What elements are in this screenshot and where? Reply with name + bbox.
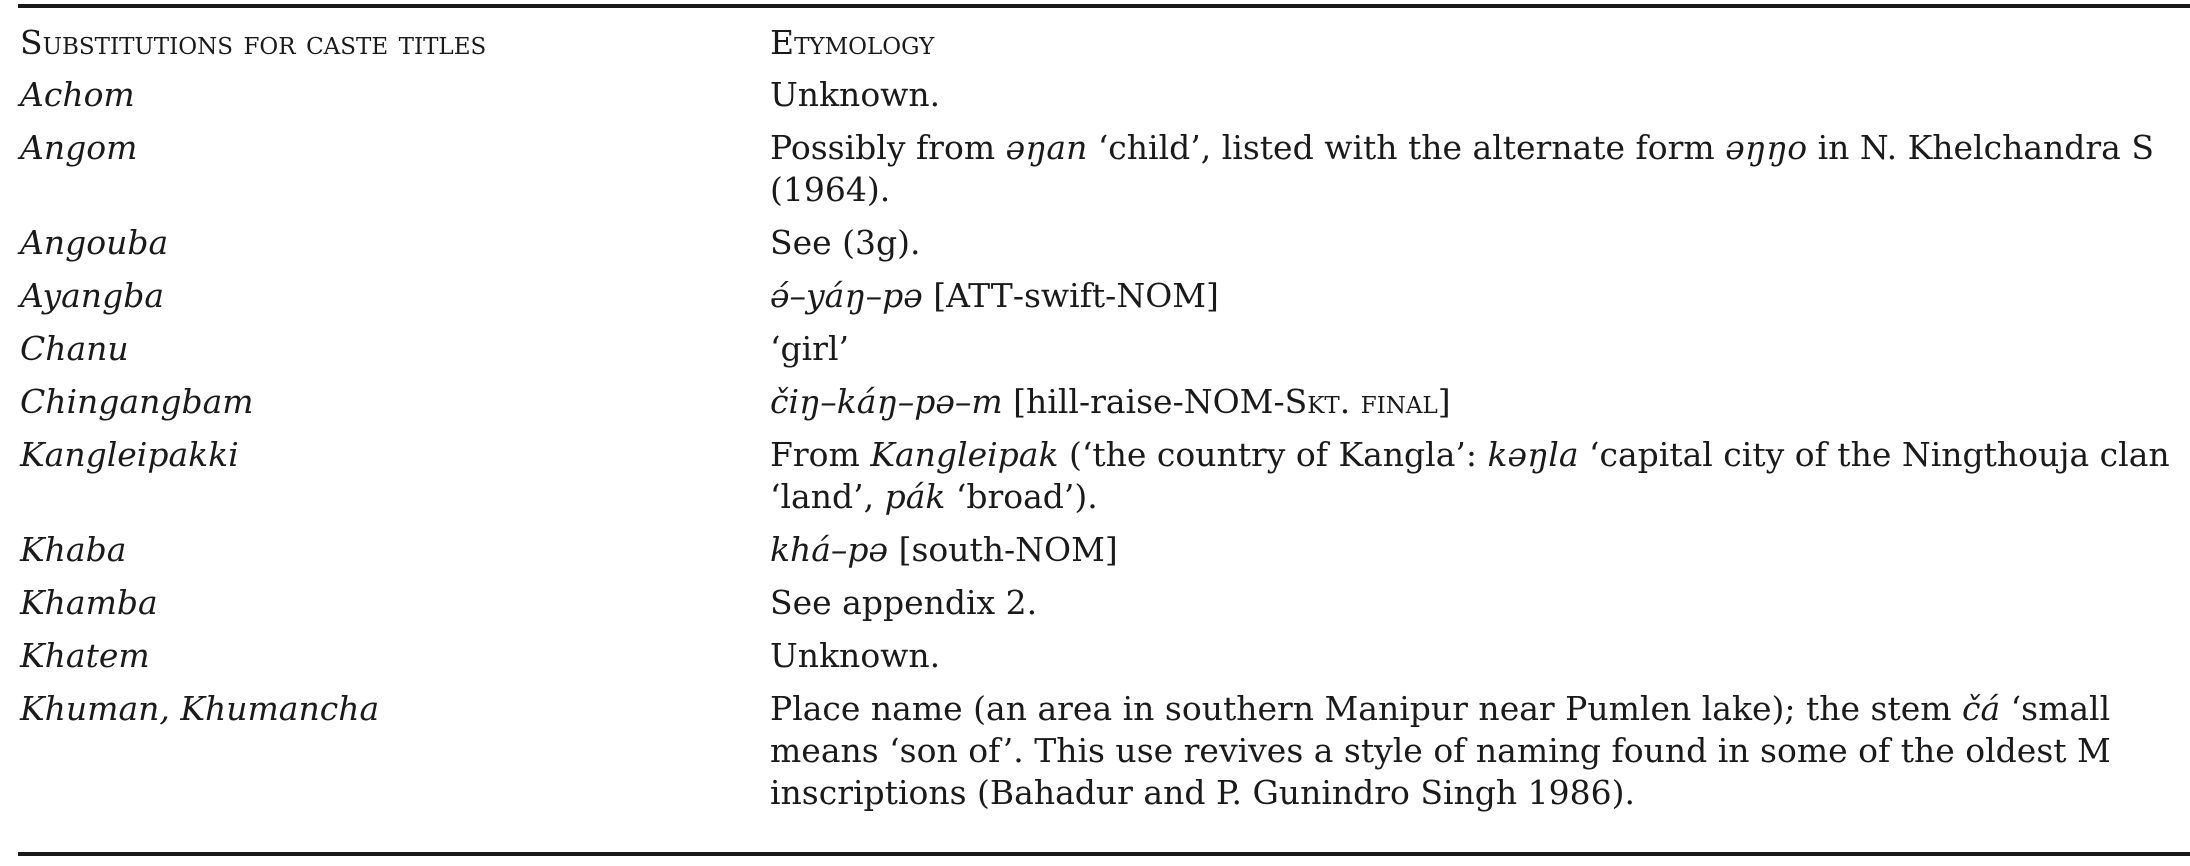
row-etymology: See appendix 2. (770, 583, 1038, 622)
row-title: Chingangbam (20, 382, 254, 421)
row-etymology: ə́–yáŋ–pə [ATT-swift-NOM] (770, 276, 1219, 315)
row-etymology: khá–pə [south-NOM] (770, 530, 1118, 569)
table-row (20, 222, 2190, 275)
etym-line: ‘land’, pák ‘broad’). (770, 477, 1098, 516)
etym-line: Possibly from əŋan ‘child’, listed with the alternate form əŋŋo in N. Khelchandra S (770, 128, 2154, 167)
table-row (20, 688, 2190, 825)
top-rule (18, 4, 2190, 8)
table-row (20, 127, 2190, 222)
table-row (20, 328, 2190, 381)
table-header-row (20, 22, 2190, 74)
row-title: Angouba (20, 223, 169, 262)
gloss-abbr: NOM (1183, 382, 1274, 421)
etymology-table (20, 22, 2190, 825)
gloss-abbr: NOM (1116, 276, 1207, 315)
gloss-abbr: NOM (1015, 530, 1105, 569)
row-etymology: čiŋ–káŋ–pə–m [hill-raise-NOM-Skt. final] (770, 382, 1451, 421)
table-row (20, 381, 2190, 434)
row-title: Khamba (20, 583, 158, 622)
etym-line: means ‘son of’. This use revives a style of naming found in some of the oldest M (770, 731, 2111, 770)
gloss-abbr: Skt. final (1284, 382, 1438, 421)
row-title: Achom (20, 75, 135, 114)
etym-form: khá–pə (770, 530, 889, 569)
etym-line: inscriptions (Bahadur and P. Gunindro Singh 1986). (770, 773, 1636, 812)
row-title: Ayangba (20, 276, 164, 315)
etym-line: From Kangleipak (‘the country of Kangla’: kəŋla ‘capital city of the Ningthouja clan (770, 435, 2170, 474)
row-title: Khaba (20, 530, 127, 569)
gloss-abbr: ATT (946, 276, 1013, 315)
row-title: Khuman, Khumancha (20, 689, 380, 728)
table-row (20, 635, 2190, 688)
row-etymology (770, 688, 2190, 825)
bottom-rule (18, 852, 2190, 856)
etym-form: čiŋ–káŋ–pə–m (770, 382, 1003, 421)
header-substitutions: Substitutions for caste titles (20, 23, 487, 62)
row-etymology: ‘girl’ (770, 329, 849, 368)
etym-form: ə́–yáŋ–pə (770, 276, 923, 315)
row-title: Chanu (20, 329, 129, 368)
row-etymology (770, 434, 2190, 529)
table-row (20, 275, 2190, 328)
etym-line: (1964). (770, 170, 891, 209)
table-row (20, 434, 2190, 529)
row-title: Angom (20, 128, 138, 167)
table-row (20, 74, 2190, 127)
header-etymology: Etymology (770, 23, 935, 62)
row-etymology: Unknown. (770, 636, 941, 675)
row-title: Kangleipakki (20, 435, 239, 474)
row-etymology: Unknown. (770, 75, 941, 114)
table-row (20, 582, 2190, 635)
table-row (20, 529, 2190, 582)
row-etymology: See (3g). (770, 223, 921, 262)
row-etymology (770, 127, 2190, 222)
row-title: Khatem (20, 636, 150, 675)
etym-line: Place name (an area in southern Manipur near Pumlen lake); the stem čá ‘small (770, 689, 2111, 728)
